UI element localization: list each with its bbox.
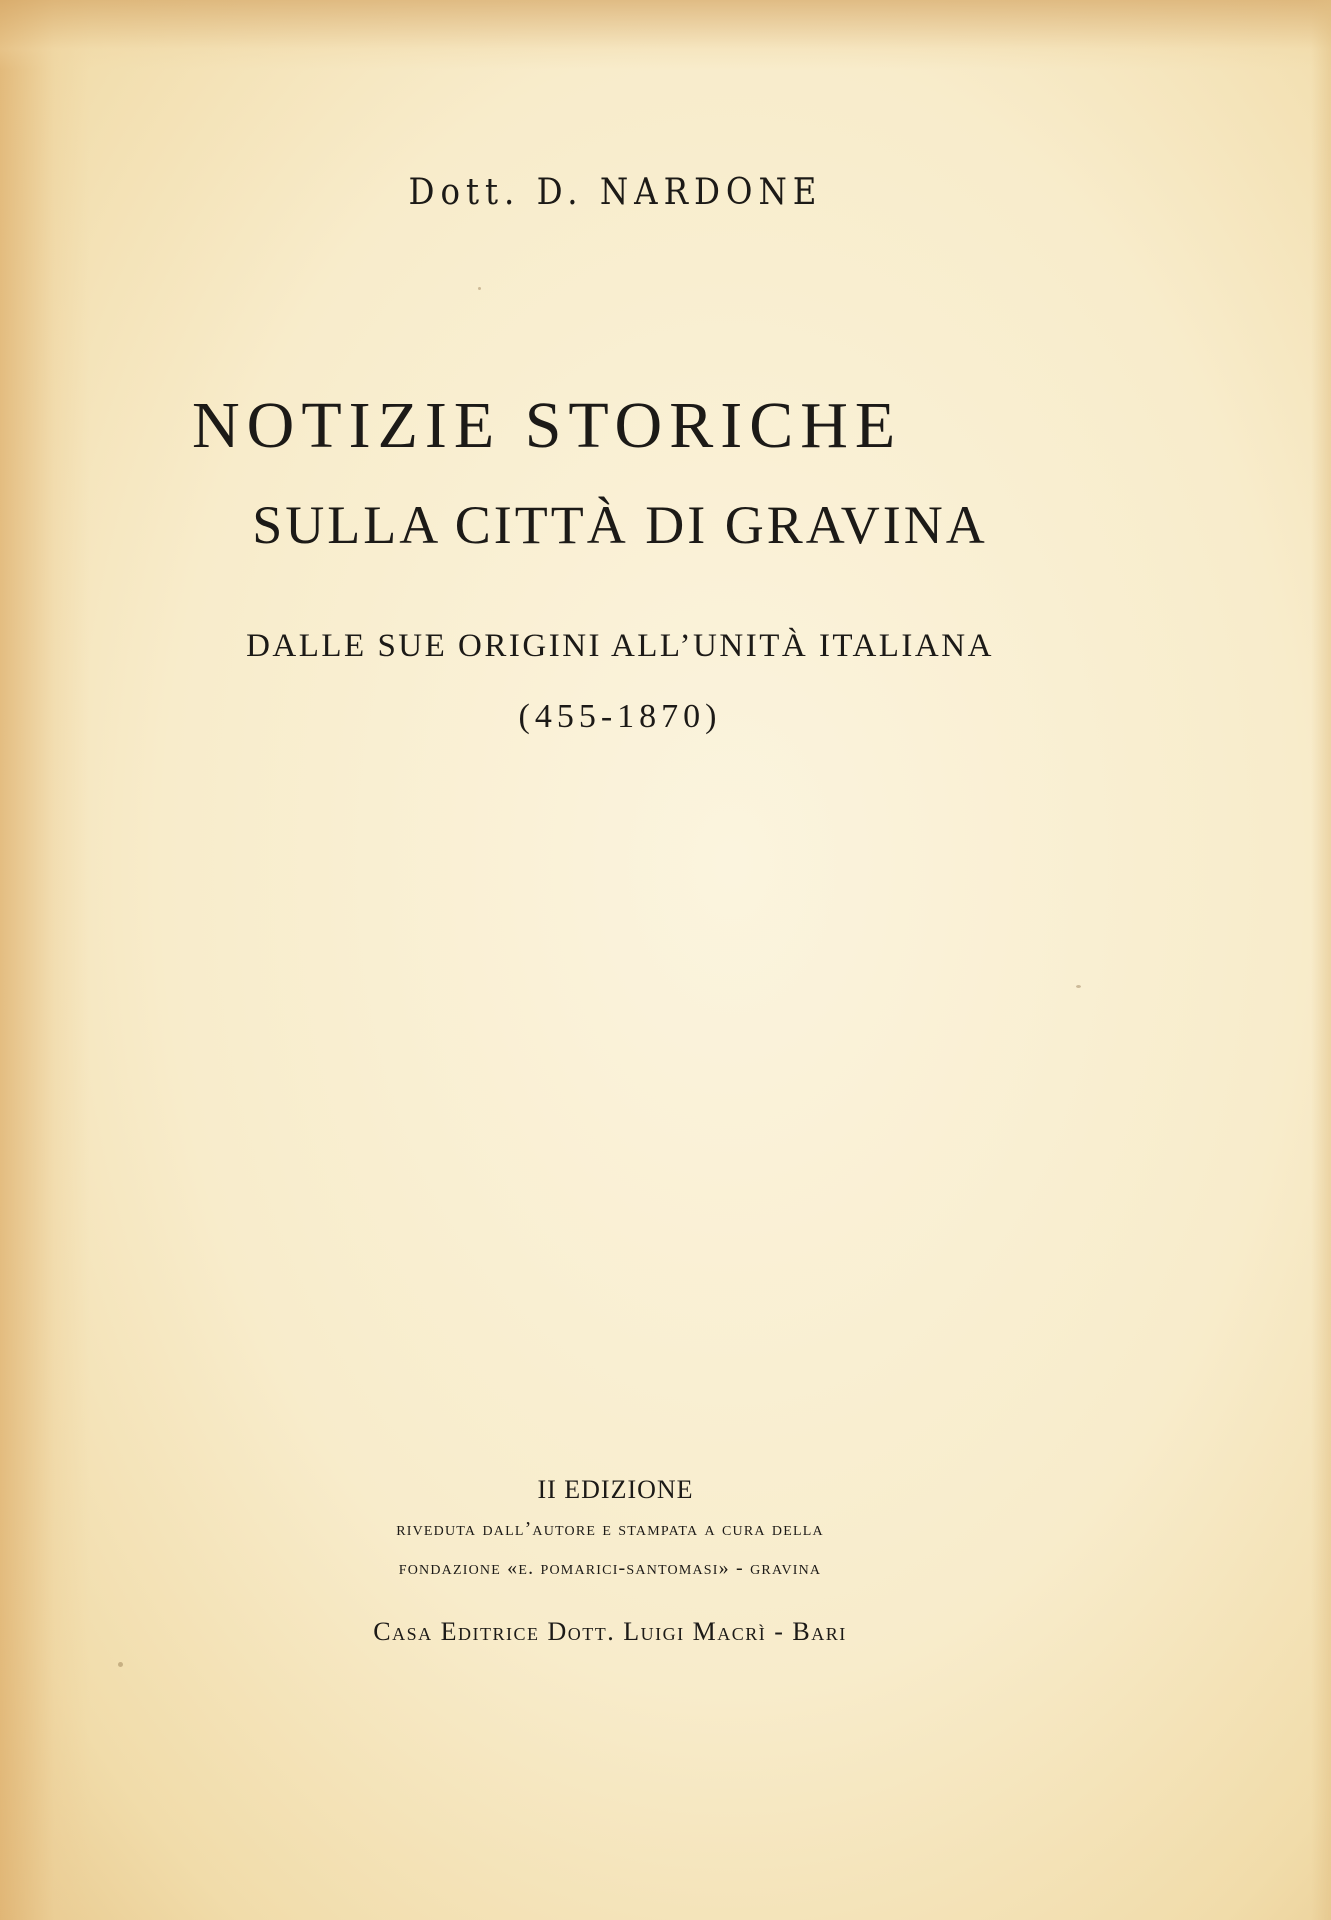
paper-stain-top (0, 0, 1331, 70)
revision-note: riveduta dall’autore e stampata a cura della (396, 1518, 824, 1540)
book-subtitle: DALLE SUE ORIGINI ALL’UNITÀ ITALIANA (246, 628, 994, 664)
publisher-imprint: Casa Editrice Dott. Luigi Macrì - Bari (373, 1617, 847, 1646)
paper-speck (478, 287, 481, 290)
paper-speck (118, 1662, 123, 1667)
author-name: Dott. D. NARDONE (408, 172, 823, 213)
edition-label: II EDIZIONE (537, 1475, 694, 1504)
paper-stain-left (0, 0, 90, 1920)
paper-speck (1076, 985, 1081, 988)
book-title-line-1: NOTIZIE STORICHE (192, 389, 903, 462)
foundation-note: fondazione «e. pomarici-santomasi» - gravina (398, 1557, 822, 1579)
date-range: (455-1870) (518, 698, 722, 735)
paper-stain-right (1311, 0, 1331, 1920)
book-title-line-2: SULLA CITTÀ DI GRAVINA (252, 495, 988, 555)
